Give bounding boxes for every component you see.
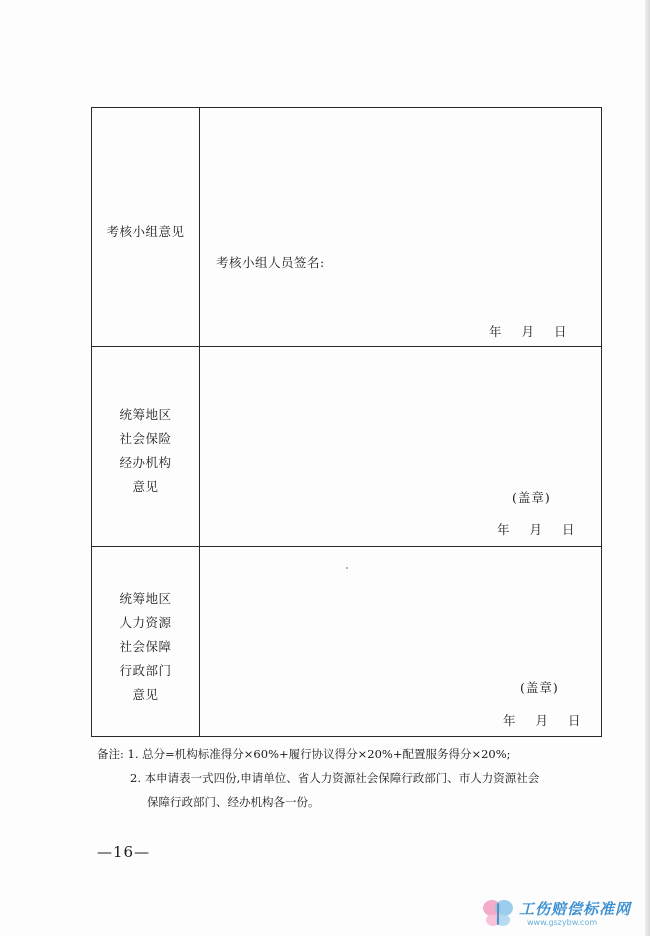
opinion-cell (200, 347, 602, 547)
row-label-line: 社会保障 (119, 639, 172, 654)
date-line (503, 711, 581, 729)
label-cell (92, 108, 200, 347)
watermark-text[interactable]: 工伤赔偿标准网 (519, 900, 632, 918)
notes-section (97, 742, 539, 814)
row-label (92, 220, 199, 244)
row-label-line: 意见 (132, 687, 159, 702)
row-label-line: 行政部门 (119, 663, 172, 678)
butterfly-logo-icon (481, 897, 515, 929)
site-watermark (475, 893, 647, 933)
opinion-cell (200, 547, 602, 737)
form-row-assessment-team (92, 108, 602, 347)
date-year: 年 (489, 324, 502, 339)
date-year: 年 (497, 522, 510, 537)
note-line-3 (97, 790, 539, 814)
scan-speck (346, 567, 348, 569)
date-month: 月 (535, 713, 549, 728)
form-row-insurance-agency (92, 347, 602, 547)
row-label-line: 经办机构 (119, 455, 172, 470)
date-day: 日 (568, 713, 581, 728)
date-day: 日 (554, 324, 567, 339)
signature-label: 考核小组人员签名: (216, 255, 325, 270)
watermark-url[interactable]: www.gszybw.com (527, 918, 598, 927)
note-continuation: 保障行政部门、经办机构各一份。 (147, 795, 320, 809)
page-number: —16— (97, 843, 151, 861)
date-line (497, 520, 575, 538)
notes-prefix: 备注: (97, 747, 124, 761)
scan-edge (645, 0, 650, 936)
date-month: 月 (521, 324, 535, 339)
date-line (489, 322, 567, 340)
row-label-line: 意见 (132, 479, 159, 494)
row-label (92, 587, 199, 707)
date-year: 年 (503, 713, 516, 728)
approval-form-table (91, 107, 602, 737)
date-month: 月 (529, 522, 543, 537)
row-label (92, 403, 199, 499)
note-line-1 (97, 742, 539, 766)
note-line-2 (97, 766, 539, 790)
form-row-hr-department (92, 547, 602, 737)
row-label-line: 社会保险 (119, 431, 172, 446)
row-label-line: 考核小组意见 (106, 224, 185, 239)
label-cell (92, 547, 200, 737)
label-cell (92, 347, 200, 547)
row-label-line: 统筹地区 (119, 407, 172, 422)
stamp-label: (盖章) (520, 680, 559, 695)
row-label-line: 统筹地区 (119, 591, 172, 606)
note-item: 1. 总分=机构标准得分×60%+履行协议得分×20%+配置服务得分×20%; (127, 747, 511, 761)
row-label-line: 人力资源 (119, 615, 172, 630)
note-item: 2. 本申请表一式四份,申请单位、省人力资源社会保障行政部门、市人力资源社会 (130, 771, 540, 785)
stamp-label: (盖章) (512, 490, 551, 505)
opinion-cell (200, 108, 602, 347)
date-day: 日 (562, 522, 575, 537)
